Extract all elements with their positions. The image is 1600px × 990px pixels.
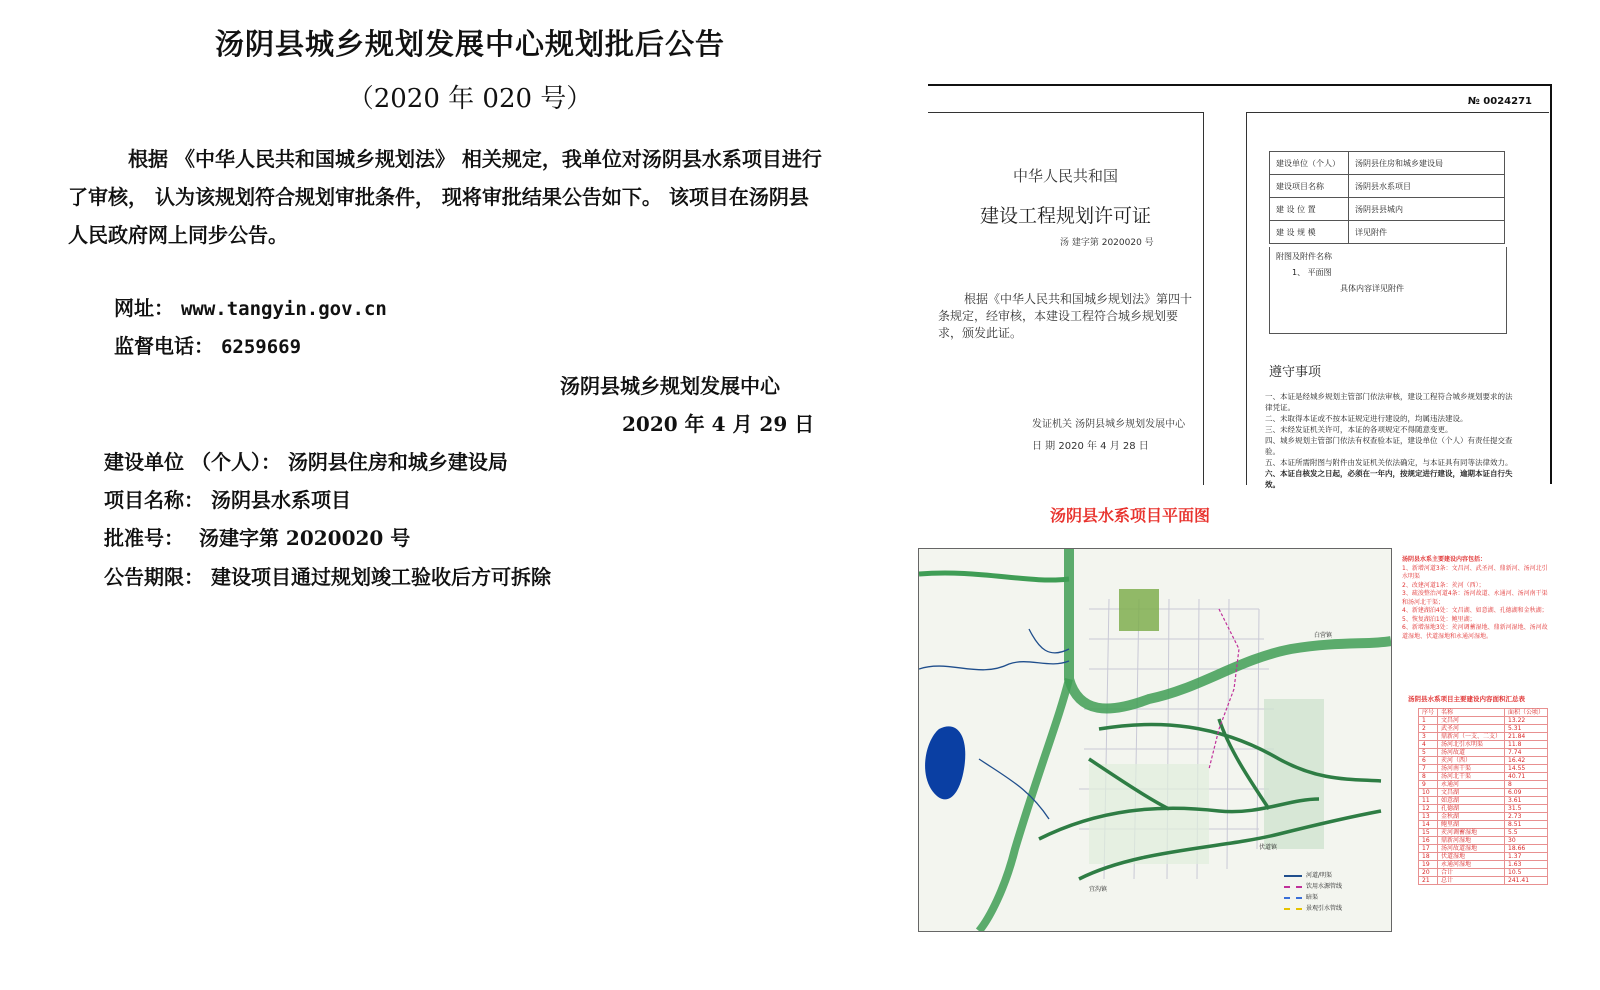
table-row <box>1270 221 1505 244</box>
table-cell: 12 <box>1419 805 1438 813</box>
table-cell: 11.8 <box>1505 741 1548 749</box>
table-cell: 6 <box>1419 757 1438 765</box>
table-row <box>1419 837 1548 845</box>
table-cell: 汤阴县县城内 <box>1349 198 1505 221</box>
table-row <box>1419 805 1548 813</box>
table-row <box>1419 765 1548 773</box>
table-cell: 永通河 <box>1438 781 1505 789</box>
table-row <box>1419 821 1548 829</box>
table-cell: 1 <box>1419 717 1438 725</box>
table-cell: 文昌河 <box>1438 717 1505 725</box>
table-cell: 5.31 <box>1505 725 1548 733</box>
legend-label: 河道/明渠 <box>1306 872 1333 879</box>
table-cell: 汤河北干渠 <box>1438 773 1505 781</box>
table-cell: 建 设 位 置 <box>1270 198 1349 221</box>
table-cell: 建设项目名称 <box>1270 175 1349 198</box>
table-cell: 10 <box>1419 789 1438 797</box>
permit-certificate <box>928 84 1552 489</box>
rules-list <box>1265 391 1515 490</box>
area-table-title: 汤阴县水系项目主要建设内容面积汇总表 <box>1408 695 1525 703</box>
table-row <box>1419 869 1548 877</box>
table-cell: 建设单位（个人） <box>1270 152 1349 175</box>
table-cell: 文昌湖 <box>1438 789 1505 797</box>
period-label: 公告期限： <box>104 565 204 589</box>
table-row <box>1419 781 1548 789</box>
rules-heading: 遵守事项 <box>1269 365 1322 380</box>
permit-text: 根据《中华人民共和国城乡规划法》第四十条规定，经审核，本建设工程符合城乡规划要求，颁发此证。 <box>938 292 1193 340</box>
table-cell: 面积（公顷） <box>1505 709 1548 717</box>
table-cell: 40.71 <box>1505 773 1548 781</box>
list-item: 6、新增湿地3处：羑河调蓄湿地、鼎新河湿地、汤河故道湿地、伏道湿地和永通河湿地。 <box>1402 624 1548 640</box>
phone-label: 监督电话： <box>114 334 214 358</box>
table-cell: 31.5 <box>1505 805 1548 813</box>
list-item: 二、未取得本证或不按本证规定进行建设的，均属违法建设。 <box>1265 414 1468 423</box>
builder-row <box>104 446 508 475</box>
table-row <box>1419 829 1548 837</box>
table-cell: 30 <box>1505 837 1548 845</box>
table-cell: 如意湖 <box>1438 797 1505 805</box>
table-cell: 4 <box>1419 741 1438 749</box>
table-row <box>1419 757 1548 765</box>
table-cell: 合计 <box>1438 869 1505 877</box>
legend-item <box>1284 870 1342 881</box>
table-cell: 16 <box>1419 837 1438 845</box>
builder-value: 汤阴县住房和城乡建设局 <box>287 450 508 474</box>
table-cell: 总计 <box>1438 877 1505 885</box>
list-item: 六、本证自核发之日起，必须在一年内，按规定进行建设，逾期本证自行失效。 <box>1265 469 1513 489</box>
table-row <box>1270 175 1505 198</box>
website-row <box>114 292 387 321</box>
legend-swatch <box>1284 908 1302 910</box>
builder-label: 建设单位 （个人）： <box>104 450 281 474</box>
table-cell: 8 <box>1419 773 1438 781</box>
table-cell: 鼎新河湿地 <box>1438 837 1505 845</box>
table-header-row <box>1419 709 1548 717</box>
table-cell: 2.73 <box>1505 813 1548 821</box>
park-zone <box>1119 589 1159 631</box>
table-cell: 详见附件 <box>1349 221 1505 244</box>
period-value: 建设项目通过规划竣工验收后方可拆除 <box>210 565 551 589</box>
table-row <box>1419 725 1548 733</box>
table-cell: 序号 <box>1419 709 1438 717</box>
legend-label: 饮用水源管线 <box>1306 883 1343 890</box>
legend-item <box>1284 892 1342 903</box>
permit-title: 建设工程规划许可证 <box>979 205 1151 227</box>
notice-number: （2020 年 020 号） <box>347 84 593 114</box>
table-cell: 7.74 <box>1505 749 1548 757</box>
table-cell: 鼎新河（一支、二支） <box>1438 733 1505 741</box>
list-item: 4、新建湖泊4处：文昌湖、如意湖、孔德湖和金秋湖； <box>1402 607 1548 614</box>
table-cell: 8.51 <box>1505 821 1548 829</box>
table-row <box>1419 733 1548 741</box>
table-cell: 19 <box>1419 861 1438 869</box>
table-cell: 汤河故道 <box>1438 749 1505 757</box>
table-cell: 羑河（西） <box>1438 757 1505 765</box>
list-item: 1、新增河道3条：文昌河、武圣河、鼎新河、汤河北引水明渠 <box>1402 564 1548 580</box>
table-cell: 名称 <box>1438 709 1505 717</box>
table-cell: 20 <box>1419 869 1438 877</box>
table-cell: 鲍里湖 <box>1438 821 1505 829</box>
table-row <box>1419 861 1548 869</box>
table-cell: 5.5 <box>1505 829 1548 837</box>
issue-date: 2020 年 4 月 29 日 <box>622 412 815 436</box>
table-row <box>1419 877 1548 885</box>
table-cell: 汤河北引水明渠 <box>1438 741 1505 749</box>
attach-note: 具体内容详见附件 <box>1340 284 1404 293</box>
table-row <box>1270 152 1505 175</box>
table-row <box>1419 741 1548 749</box>
list-item: 3、疏浚整治河道4条：汤河故道、永通河、汤河南干渠和汤河北干渠； <box>1402 590 1548 606</box>
table-cell: 18.66 <box>1505 845 1548 853</box>
table-cell: 3.61 <box>1505 797 1548 805</box>
permit-issuer: 发证机关 汤阴县城乡规划发展中心 <box>1032 419 1186 430</box>
table-cell: 21 <box>1419 877 1438 885</box>
table-cell: 8 <box>1505 781 1548 789</box>
table-cell: 汤阴县水系项目 <box>1349 175 1505 198</box>
table-cell: 17 <box>1419 845 1438 853</box>
table-cell: 孔德湖 <box>1438 805 1505 813</box>
table-cell: 建 设 规 模 <box>1270 221 1349 244</box>
table-cell: 14.55 <box>1505 765 1548 773</box>
table-cell: 5 <box>1419 749 1438 757</box>
approval-row <box>104 522 410 551</box>
table-cell: 汤河故道湿地 <box>1438 845 1505 853</box>
table-row <box>1419 813 1548 821</box>
list-item: 五、本证所需附图与附件由发证机关依法确定，与本证具有同等法律效力。 <box>1265 458 1513 467</box>
map-title: 汤阴县水系项目平面图 <box>1050 506 1211 525</box>
legend-label: 景观引水管线 <box>1306 905 1343 912</box>
table-row <box>1419 749 1548 757</box>
table-cell: 11 <box>1419 797 1438 805</box>
table-cell: 武圣河 <box>1438 725 1505 733</box>
table-cell: 伏道湿地 <box>1438 853 1505 861</box>
permit-date: 日 期 2020 年 4 月 28 日 <box>1032 441 1149 452</box>
website-link[interactable]: www.tangyin.gov.cn <box>180 298 387 320</box>
list-item: 汤阴县水系主要建设内容包括： <box>1402 556 1487 563</box>
table-cell: 永通河湿地 <box>1438 861 1505 869</box>
table-row <box>1419 845 1548 853</box>
website-label: 网址： <box>114 296 174 320</box>
permit-attachments <box>1269 247 1507 334</box>
table-cell: 13 <box>1419 813 1438 821</box>
table-cell: 6.09 <box>1505 789 1548 797</box>
table-cell: 21.84 <box>1505 733 1548 741</box>
list-item: 三、未经发证机关许可，本证的各项规定不得随意变更。 <box>1265 425 1453 434</box>
phone-number: 6259669 <box>220 336 302 358</box>
permit-left-pane <box>928 112 1204 485</box>
notice-body: 根据 《中华人民共和国城乡规划法》 相关规定，我单位对汤阴县水系项目进行了审核， 认为该规划符合规划审批条件， 现将审批结果公告如下。 该项目在汤阴县人民政府网上同步公告。 <box>68 147 822 247</box>
attach-title: 附图及附件名称 <box>1276 252 1332 261</box>
permit-info-table <box>1269 151 1505 244</box>
town-label: 白营镇 <box>1314 632 1333 639</box>
list-item: 2、改建河道1条：羑河（西）； <box>1402 581 1485 589</box>
table-row <box>1419 797 1548 805</box>
map-notes <box>1402 556 1552 641</box>
legend-item <box>1284 903 1342 914</box>
project-row <box>104 484 351 513</box>
table-cell: 1.63 <box>1505 861 1548 869</box>
legend-swatch <box>1284 886 1302 888</box>
table-row <box>1270 198 1505 221</box>
legend-swatch <box>1284 875 1302 877</box>
table-cell: 15 <box>1419 829 1438 837</box>
table-row <box>1419 773 1548 781</box>
table-cell: 241.41 <box>1505 877 1548 885</box>
map-legend <box>1284 870 1342 914</box>
notice-title: 汤阴县城乡规划发展中心规划批后公告 <box>214 27 725 61</box>
table-cell: 羑河调蓄湿地 <box>1438 829 1505 837</box>
table-cell: 18 <box>1419 853 1438 861</box>
table-cell: 14 <box>1419 821 1438 829</box>
project-label: 项目名称： <box>104 488 204 512</box>
table-cell: 10.5 <box>1505 869 1548 877</box>
period-row <box>104 561 551 590</box>
list-item: 一、本证是经城乡规划主管部门依法审核，建设工程符合城乡规划要求的法律凭证。 <box>1265 392 1513 412</box>
list-item: 四、城乡规划主管部门依法有权查验本证，建设单位（个人）有责任提交查验。 <box>1265 436 1513 456</box>
table-cell: 3 <box>1419 733 1438 741</box>
table-cell: 16.42 <box>1505 757 1548 765</box>
table-row <box>1419 789 1548 797</box>
table-cell: 9 <box>1419 781 1438 789</box>
issuer: 汤阴县城乡规划发展中心 <box>560 374 780 398</box>
legend-item <box>1284 881 1342 892</box>
table-cell: 2 <box>1419 725 1438 733</box>
phone-row <box>114 330 301 359</box>
table-cell: 7 <box>1419 765 1438 773</box>
table-cell: 13.22 <box>1505 717 1548 725</box>
permit-right-pane <box>1246 112 1549 489</box>
legend-label: 暗渠 <box>1306 894 1319 901</box>
town-label: 伏道镇 <box>1259 844 1278 851</box>
table-row <box>1419 717 1548 725</box>
area-summary-table <box>1418 708 1548 885</box>
list-item: 5、恢复湖泊1处：鲍里湖； <box>1402 615 1476 623</box>
table-cell: 金秋湖 <box>1438 813 1505 821</box>
legend-swatch <box>1284 897 1302 899</box>
approval-label: 批准号： <box>104 526 184 550</box>
table-cell: 1.37 <box>1505 853 1548 861</box>
project-value: 汤阴县水系项目 <box>210 488 351 512</box>
table-row <box>1419 853 1548 861</box>
permit-country: 中华人民共和国 <box>1012 167 1118 185</box>
table-cell: 汤阴县住房和城乡建设局 <box>1349 152 1505 175</box>
permit-number: 汤 建字第 2020020 号 <box>1060 238 1154 248</box>
town-label: 宜沟镇 <box>1089 886 1108 893</box>
permit-serial: № 0024271 <box>1467 96 1532 107</box>
table-cell: 汤河南干渠 <box>1438 765 1505 773</box>
approval-value: 汤建字第 2020020 号 <box>198 526 411 550</box>
attach-item: 1、 平面图 <box>1292 268 1332 277</box>
